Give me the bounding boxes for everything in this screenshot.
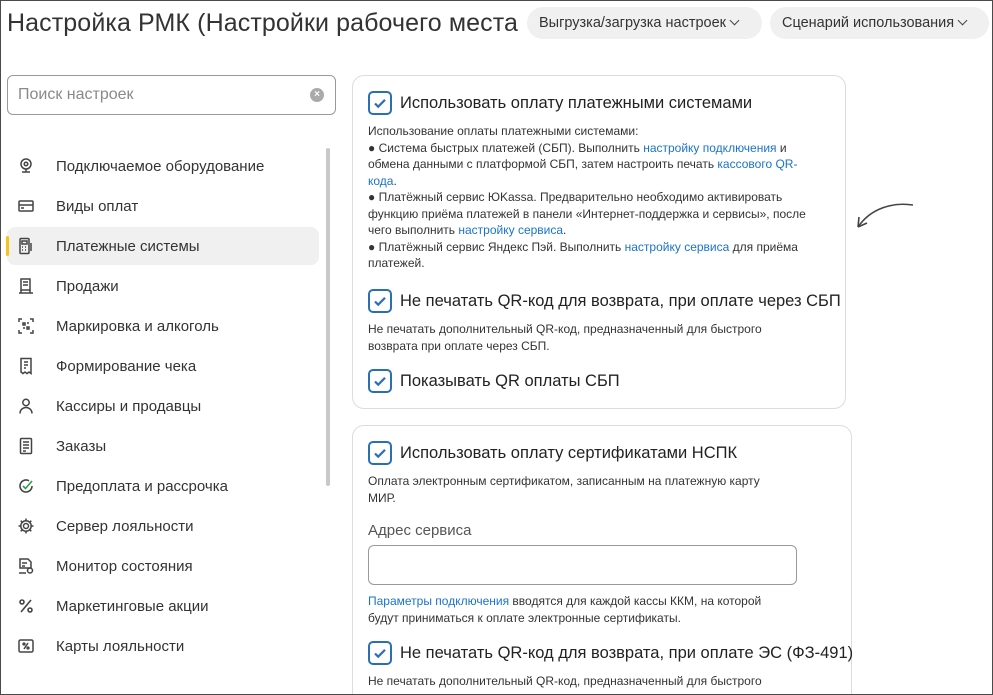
webcam-icon	[16, 156, 36, 176]
payment-types-icon	[16, 196, 36, 216]
sidebar-item-label: Подключаемое оборудование	[56, 157, 265, 175]
checkmark-icon	[372, 445, 388, 461]
no-print-qr-sbp-label: Не печатать QR-код для возврата, при оплате через СБП	[400, 291, 841, 310]
sidebar-item-marking[interactable]	[7, 307, 319, 345]
export-import-settings-button[interactable]	[527, 7, 762, 39]
payment-terminal-icon	[16, 236, 36, 256]
desc-intro: Использование оплаты платежными системами:	[368, 124, 639, 138]
desc-yandex	[368, 239, 808, 272]
no-print-qr-sbp-option[interactable]	[368, 289, 841, 313]
export-import-settings-label: Выгрузка/загрузка настроек	[539, 15, 726, 31]
connection-params-link[interactable]: Параметры подключения	[368, 594, 510, 608]
check-document-icon	[16, 356, 36, 376]
scan-code-icon	[16, 316, 36, 336]
sidebar-item-loyalty-cards[interactable]	[7, 627, 319, 665]
search-box	[7, 75, 336, 115]
sidebar-item-label: Монитор состояния	[56, 557, 193, 575]
sidebar-item-label: Виды оплат	[56, 197, 139, 215]
no-print-qr-es-description: Не печатать дополнительный QR-код, предназначенный для быстрого	[368, 674, 762, 688]
prepayment-icon	[16, 476, 36, 496]
loyalty-card-icon	[16, 636, 36, 656]
sidebar-item-label: Предоплата и рассрочка	[56, 477, 228, 495]
sidebar-item-label: Карты лояльности	[56, 637, 185, 655]
sidebar-item-label: Формирование чека	[56, 357, 197, 375]
person-icon	[16, 396, 36, 416]
yandex-pay-setup-link[interactable]: настройку сервиса	[624, 239, 730, 254]
sidebar-item-sales[interactable]	[7, 267, 319, 305]
monitor-icon	[16, 556, 36, 576]
sidebar-nav	[7, 147, 319, 667]
sidebar-item-label: Сервер лояльности	[56, 517, 194, 535]
sidebar-scrollbar[interactable]	[326, 148, 330, 486]
desc-text: и обмена данными с платформой СБП, затем настроить печать	[368, 140, 787, 171]
chevron-down-icon	[730, 16, 740, 26]
desc-yookassa	[368, 189, 808, 239]
desc-text: ● Платёжный сервис Яндекс Пэй. Выполнить	[368, 239, 625, 254]
service-address-input[interactable]	[368, 545, 797, 585]
cash-qr-code-link[interactable]: кассового QR-кода	[368, 157, 798, 188]
no-print-qr-sbp-checkbox[interactable]	[368, 289, 392, 313]
desc-text: для приёма платежей.	[368, 239, 798, 270]
usage-scenario-label: Сценарий использования	[782, 15, 955, 31]
sidebar-item-orders[interactable]	[7, 427, 319, 465]
no-print-qr-es-checkbox[interactable]	[368, 641, 392, 665]
search-input[interactable]	[8, 76, 288, 114]
sidebar-item-label: Заказы	[56, 437, 107, 455]
sidebar-item-label: Платежные системы	[56, 237, 200, 255]
sidebar-item-status-monitor[interactable]	[7, 547, 319, 585]
use-payment-systems-option[interactable]	[368, 91, 752, 115]
sidebar-item-payment-types[interactable]	[7, 187, 319, 225]
nspk-certificates-card	[352, 425, 852, 695]
sidebar-item-cashiers[interactable]	[7, 387, 319, 425]
payment-systems-description	[368, 123, 808, 272]
service-address-label: Адрес сервиса	[368, 522, 472, 539]
sidebar-item-label: Маркировка и алкоголь	[56, 317, 219, 335]
checkmark-icon	[372, 645, 388, 661]
sidebar-item-label: Продажи	[56, 277, 119, 295]
chevron-down-icon	[958, 16, 968, 26]
pointer-arrow-icon	[853, 200, 917, 232]
show-qr-sbp-label: Показывать QR оплаты СБП	[400, 371, 620, 390]
show-qr-sbp-option[interactable]	[368, 369, 620, 393]
sidebar-item-marketing[interactable]	[7, 587, 319, 625]
yookassa-setup-link[interactable]: настройку сервиса	[458, 223, 564, 237]
page-title: Настройка РМК (Настройки рабочего места	[7, 9, 518, 37]
sidebar-item-label: Кассиры и продавцы	[56, 397, 202, 415]
use-nspk-certificates-option[interactable]	[368, 441, 737, 465]
desc-text: ● Платёжный сервис ЮKassa. Предварительно необходимо активировать функцию приёма платежей в панели «Интернет-поддержка и сервисы», после чего выполнить	[368, 190, 806, 237]
payment-systems-card	[352, 75, 846, 409]
percent-icon	[16, 596, 36, 616]
show-qr-sbp-checkbox[interactable]	[368, 369, 392, 393]
sidebar-item-label: Маркетинговые акции	[56, 597, 209, 615]
nspk-certificates-description: Оплата электронным сертификатом, записанным на платежную карту МИР.	[368, 474, 760, 505]
sidebar-item-equipment[interactable]	[7, 147, 319, 185]
clear-search-icon[interactable]: ×	[310, 88, 324, 102]
sbp-connection-setup-link[interactable]: настройку подключения	[643, 140, 777, 155]
no-print-qr-sbp-description: Не печатать дополнительный QR-код, предназначенный для быстрого возврата при оплате через СБП.	[368, 322, 762, 353]
gear-icon	[16, 516, 36, 536]
desc-text: .	[563, 223, 567, 237]
use-nspk-certificates-checkbox[interactable]	[368, 441, 392, 465]
sidebar-item-receipt-forming[interactable]	[7, 347, 319, 385]
sidebar-item-prepayment[interactable]	[7, 467, 319, 505]
checkmark-icon	[372, 293, 388, 309]
no-print-qr-es-option[interactable]	[368, 641, 853, 665]
desc-text: вводятся для каждой кассы ККМ, на которой будут приниматься к оплате электронные сертификаты.	[368, 594, 762, 625]
checkmark-icon	[372, 373, 388, 389]
desc-text: ● Система быстрых платежей (СБП). Выполнить	[368, 140, 644, 155]
connection-params-note	[368, 593, 788, 626]
usage-scenario-button[interactable]	[770, 7, 989, 39]
use-payment-systems-checkbox[interactable]	[368, 91, 392, 115]
use-payment-systems-label: Использовать оплату платежными системами	[400, 93, 753, 112]
desc-sbp	[368, 140, 808, 190]
sidebar-item-loyalty-server[interactable]	[7, 507, 319, 545]
receipt-icon	[16, 276, 36, 296]
sidebar-item-payment-systems[interactable]	[7, 227, 319, 265]
checkmark-icon	[372, 95, 388, 111]
use-nspk-certificates-label: Использовать оплату сертификатами НСПК	[400, 443, 738, 462]
no-print-qr-es-label: Не печатать QR-код для возврата, при оплате ЭС (ФЗ-491)	[400, 643, 854, 662]
desc-text: .	[393, 173, 397, 188]
orders-icon	[16, 436, 36, 456]
